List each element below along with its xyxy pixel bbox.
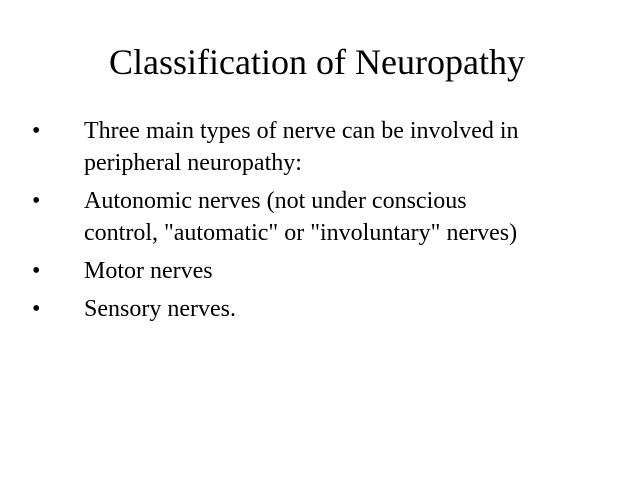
slide-title-text: Classification of Neuropathy [109, 42, 525, 82]
bullet-item [32, 115, 612, 179]
bullet-list [32, 115, 612, 331]
bullet-text-line: Motor nerves [84, 258, 213, 284]
bullet-text-line: Sensory nerves. [84, 296, 236, 322]
bullet-icon: • [32, 296, 41, 322]
bullet-item [32, 255, 612, 287]
slide-title [0, 40, 638, 84]
bullet-item [32, 293, 612, 325]
bullet-text-line: Three main types of nerve can be involved in [84, 118, 519, 144]
bullet-text-line: Autonomic nerves (not under conscious [84, 188, 467, 214]
bullet-text-line: peripheral neuropathy: [84, 150, 302, 176]
bullet-icon: • [32, 258, 41, 284]
bullet-icon: • [32, 188, 41, 214]
bullet-icon: • [32, 118, 41, 144]
bullet-item [32, 185, 612, 249]
bullet-text-line: control, "automatic" or "involuntary" nerves) [84, 220, 518, 246]
